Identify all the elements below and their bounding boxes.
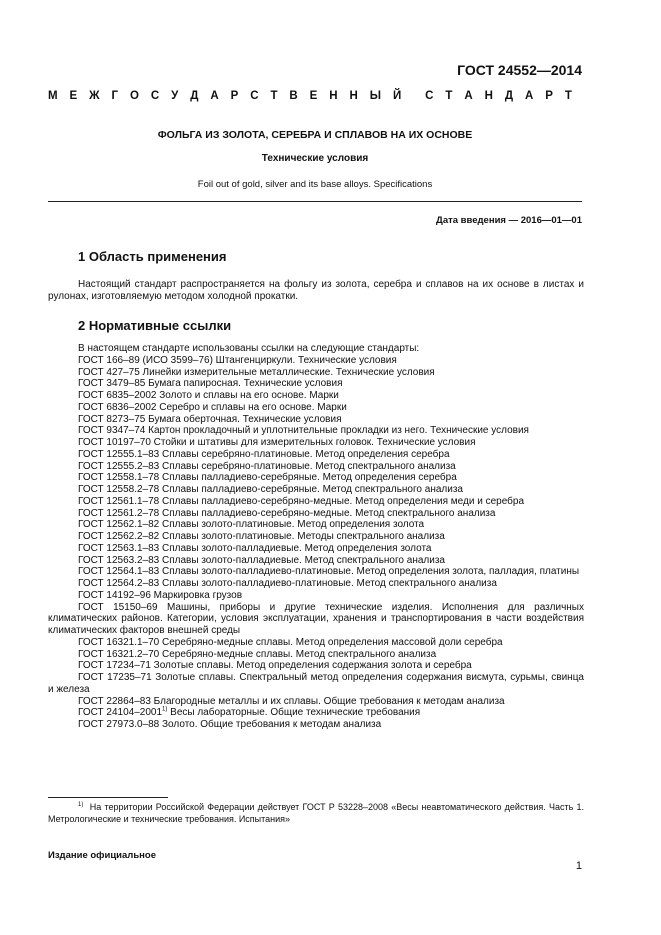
reference-item: ГОСТ 16321.2–70 Серебряно-медные сплавы. Метод спектрального анализа (78, 648, 437, 660)
reference-item: ГОСТ 12561.2–78 Сплавы палладиево-серебряно-медные. Метод спектрального анализа (78, 507, 496, 519)
banner-letter: Е (69, 90, 78, 102)
reference-item: ГОСТ 10197–70 Стойки и штативы для измерительных головок. Технические условия (78, 437, 476, 448)
reference-item: ГОСТ 9347–74 Картон прокладочный и уплотнительные прокладки из него. Технические условия (78, 425, 529, 437)
reference-item: ГОСТ 12564.1–83 Сплавы золото-палладиево-платиновые. Метод определения золота, палладия, платины (78, 566, 580, 578)
reference-item: ГОСТ 15150–69 Машины, приборы и другие технические изделия. Исполнения для различных климатических районов. Категории, условия эксплуатации, хранения и транспортирования в части воздействия климатических факторов внешней среды (48, 601, 584, 636)
banner-letter: В (289, 90, 298, 102)
reference-item: ГОСТ 12558.1–78 Сплавы палладиево-серебряные. Метод определения серебра (78, 472, 457, 484)
reference-item (48, 707, 584, 719)
banner-letter: Н (329, 90, 338, 102)
banner-letter: М (48, 90, 58, 102)
reference-item: ГОСТ 12563.2–83 Сплавы золото-палладиевые. Метод спектрального анализа (78, 554, 445, 566)
banner-letter: Т (270, 90, 278, 102)
banner-letter: О (129, 90, 139, 102)
banner-letter: У (171, 90, 179, 102)
banner-letter: Р (230, 90, 239, 102)
banner-letter: Н (349, 90, 358, 102)
reference-item: ГОСТ 427–75 Линейки измерительные металлические. Технические условия (78, 366, 435, 378)
banner-letter: Д (190, 90, 199, 102)
reference-list (48, 355, 584, 708)
banner-letter: С (425, 90, 434, 102)
reference-item: ГОСТ 12563.1–83 Сплавы золото-палладиевые. Метод определения золота (78, 542, 432, 554)
banner-letter: Е (309, 90, 318, 102)
reference-item: ГОСТ 3479–85 Бумага папиросная. Технические условия (78, 378, 343, 390)
reference-item: ГОСТ 12561.1–78 Сплавы палладиево-серебряно-медные. Метод определения меди и серебра (78, 495, 525, 507)
footnote (48, 801, 584, 825)
banner-letter: Р (545, 90, 553, 102)
banner-letter: С (250, 90, 259, 102)
references-lead: В настоящем стандарте использованы ссылки на следующие стандарты: (78, 343, 420, 354)
reference-item: ГОСТ 17235–71 Золотые сплавы. Спектральный метод определения содержания висмута, сурьмы, свинца и железа (48, 672, 584, 695)
english-title: Foil out of gold, silver and its base alloys. Specifications (197, 179, 433, 190)
section-2-heading: 2 Нормативные ссылки (78, 318, 232, 333)
banner-letter: А (210, 90, 219, 102)
banner-letter: Д (504, 90, 514, 102)
standard-number: ГОСТ 24552—2014 (457, 62, 582, 78)
official-edition-label: Издание официальное (48, 850, 156, 861)
footnote-marker: 1) (162, 706, 168, 713)
banner-letter: Ы (369, 90, 382, 102)
reference-item: ГОСТ 27973.0–88 Золото. Общие требования к методам анализа (78, 719, 382, 730)
banner-letter: Г (111, 90, 119, 102)
banner-letter: Т (564, 90, 572, 102)
reference-title: Весы лабораторные. Общие технические требования (167, 707, 421, 719)
banner-letter: А (524, 90, 534, 102)
interstate-standard-banner (48, 90, 572, 102)
reference-item: ГОСТ 16321.1–70 Серебряно-медные сплавы. Метод определения массовой доли серебра (78, 636, 503, 648)
banner-letter: С (150, 90, 160, 102)
title-divider (48, 201, 582, 202)
footnote-divider (48, 797, 168, 798)
reference-item: ГОСТ 12562.2–82 Сплавы золото-платиновые. Методы спектрального анализа (78, 531, 445, 542)
document-title: ФОЛЬГА ИЗ ЗОЛОТА, СЕРЕБРА И СПЛАВОВ НА ИХ ОСНОВЕ (157, 129, 473, 141)
page-number: 1 (575, 860, 582, 872)
reference-code: ГОСТ 24104–2001 (78, 707, 163, 719)
reference-item: ГОСТ 6836–2002 Серебро и сплавы на его основе. Марки (78, 401, 347, 413)
normative-references (48, 343, 584, 731)
reference-item: ГОСТ 14192–96 Маркировка грузов (78, 589, 243, 601)
reference-item: ГОСТ 12555.1–83 Сплавы серебряно-платиновые. Метод определения серебра (78, 448, 450, 460)
document-subtitle: Технические условия (261, 153, 369, 164)
banner-letter: Т (445, 90, 453, 102)
reference-item: ГОСТ 12555.2–83 Сплавы серебряно-платиновые. Метод спектрального анализа (78, 460, 456, 472)
section-1-heading: 1 Область применения (78, 249, 227, 264)
reference-item: ГОСТ 166–89 (ИСО 3599–76) Штангенциркули. Технические условия (78, 354, 397, 366)
reference-item: ГОСТ 22864–83 Благородные металлы и их сплавы. Общие требования к методам анализа (78, 695, 505, 707)
reference-item: ГОСТ 12562.1–82 Сплавы золото-платиновые. Метод определения золота (78, 519, 425, 531)
reference-item: ГОСТ 12564.2–83 Сплавы золото-палладиево-платиновые. Метод спектрального анализа (78, 578, 497, 589)
footnote-marker: 1) (78, 802, 84, 808)
banner-letter: Н (484, 90, 493, 102)
banner-letter: Й (392, 90, 402, 102)
banner-letter: Ж (89, 90, 100, 102)
section-1-text: Настоящий стандарт распространяется на фольгу из золота, серебра и сплавов на их основе в листах и рулонах, изготовляемую методом холодной прокатки. (48, 279, 584, 302)
reference-item: ГОСТ 17234–71 Золотые сплавы. Метод определения содержания золота и серебра (78, 660, 472, 672)
reference-item: ГОСТ 12558.2–78 Сплавы палладиево-серебряные. Метод спектрального анализа (78, 484, 463, 495)
reference-item: ГОСТ 8273–75 Бумага оберточная. Технические условия (78, 413, 342, 425)
introduction-date: Дата введения — 2016—01—01 (436, 215, 582, 226)
reference-item: ГОСТ 6835–2002 Золото и сплавы на его основе. Марки (78, 390, 339, 401)
footnote-text: На территории Российской Федерации действует ГОСТ Р 53228–2008 «Весы неавтоматического действия. Часть 1. Метрологические и технические требования. Испытания» (48, 802, 584, 824)
banner-letter: А (464, 90, 473, 102)
